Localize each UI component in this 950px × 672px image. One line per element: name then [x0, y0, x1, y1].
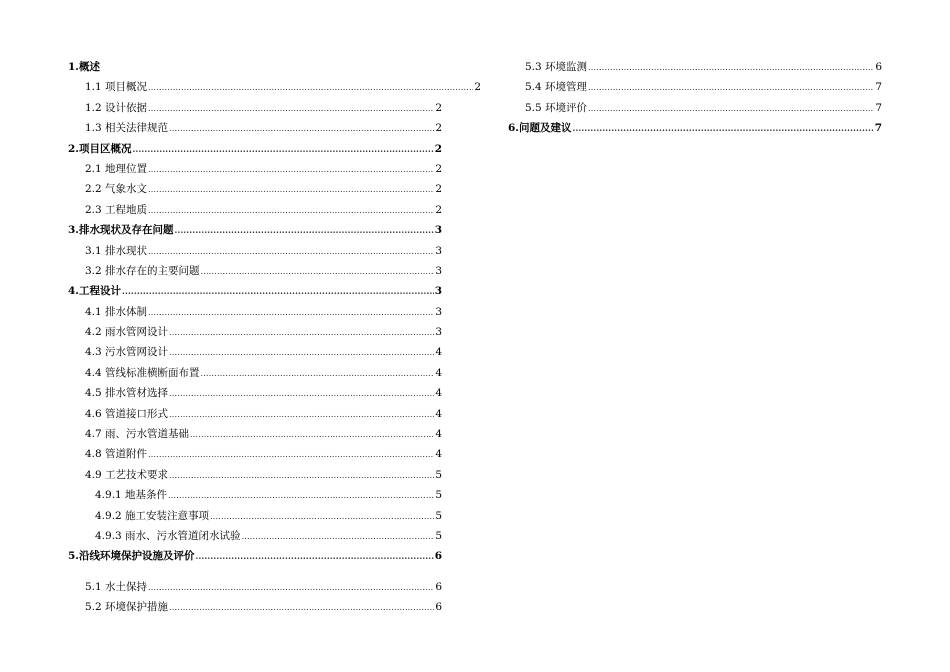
dot-leader: [201, 262, 435, 282]
toc-entry-page: 3: [434, 285, 442, 298]
toc-entry-title: 4.8 管道附件: [85, 448, 148, 461]
toc-entry-title: 4.1 排水体制: [85, 305, 148, 318]
toc-entry[interactable]: [68, 57, 442, 77]
dot-leader: [190, 425, 434, 445]
toc-entry[interactable]: [68, 383, 442, 403]
toc-entry-title: 4.9.1 地基条件: [95, 489, 168, 502]
dot-leader: [588, 99, 874, 119]
toc-entry-title: 2.2 气象水文: [85, 183, 148, 196]
toc-entry[interactable]: [68, 281, 442, 301]
toc-entry-title: 1.3 相关法律规范: [85, 122, 169, 135]
toc-entry-title: 2.3 工程地质: [85, 203, 148, 216]
toc-entry-page: 7: [875, 81, 882, 94]
toc-entry-title: 4.9.2 施工安装注意事项: [95, 509, 210, 522]
dot-leader: [588, 78, 874, 98]
toc-entry-page: 7: [875, 101, 882, 114]
toc-entry[interactable]: [68, 485, 442, 505]
toc-entry[interactable]: [68, 404, 442, 424]
dot-leader: [169, 405, 434, 425]
dot-leader: [122, 281, 434, 301]
toc-entry[interactable]: [68, 577, 442, 597]
toc-entry-title: 4.3 污水管网设计: [85, 346, 169, 359]
toc-entry-page: 6: [435, 580, 442, 593]
dot-leader: [148, 180, 434, 200]
toc-entry[interactable]: [68, 77, 481, 97]
toc-entry-title: 3.2 排水存在的主要问题: [85, 264, 200, 277]
toc-entry-title: 1.1 项目概况: [85, 81, 148, 94]
toc-entry[interactable]: [68, 302, 442, 322]
toc-entry[interactable]: [68, 241, 442, 261]
toc-entry-page: 3: [435, 244, 442, 257]
toc-entry-page: 3: [435, 264, 442, 277]
dot-leader: [210, 507, 434, 527]
toc-entry-page: 2: [474, 81, 481, 94]
toc-entry-page: 5: [435, 509, 442, 522]
dot-leader: [169, 323, 434, 343]
dot-leader: [169, 466, 434, 486]
dot-leader: [195, 546, 433, 566]
dot-leader: [588, 58, 874, 78]
toc-entry-title: 6.问题及建议: [508, 122, 572, 135]
toc-entry[interactable]: [68, 179, 442, 199]
toc-entry-page: 6: [875, 61, 882, 73]
dot-leader: [572, 118, 873, 138]
toc-entry-page: 4: [435, 387, 442, 400]
toc-entry-title: 2.项目区概况: [68, 142, 132, 155]
toc-entry[interactable]: [508, 77, 882, 97]
toc-entry-title: 1.概述: [68, 61, 100, 73]
toc-entry[interactable]: [68, 200, 442, 220]
toc-entry-title: 5.2 环境保护措施: [85, 601, 169, 614]
toc-entry[interactable]: [68, 526, 442, 546]
toc-entry-title: 4.9 工艺技术要求: [85, 468, 169, 481]
toc-entry-page: 5: [435, 529, 442, 542]
toc-entry[interactable]: [68, 506, 442, 526]
toc-entry-title: 5.1 水土保持: [85, 580, 148, 593]
dot-leader: [201, 364, 435, 384]
toc-entry[interactable]: [68, 220, 442, 240]
toc-entry-page: 2: [435, 101, 442, 114]
toc-entry[interactable]: [68, 597, 442, 617]
dot-leader: [169, 119, 434, 139]
dot-leader: [132, 139, 433, 159]
toc-entry[interactable]: [68, 322, 442, 342]
toc-entry-page: 2: [435, 162, 442, 175]
toc-entry-title: 4.4 管线标准横断面布置: [85, 366, 200, 379]
toc-entry[interactable]: [68, 342, 442, 362]
dot-leader: [168, 486, 434, 506]
toc-entry[interactable]: [68, 98, 442, 118]
dot-leader: [174, 220, 433, 240]
toc-entry-page: 4: [435, 366, 442, 379]
dot-leader: [148, 578, 434, 598]
toc-entry[interactable]: [68, 444, 442, 464]
toc-entry[interactable]: [68, 546, 442, 566]
toc-column-left: [68, 57, 481, 618]
toc-entry-title: 4.工程设计: [68, 285, 121, 298]
toc-entry-page: 2: [435, 122, 442, 135]
toc-entry-page: 3: [435, 326, 442, 339]
toc-entry[interactable]: [508, 57, 882, 77]
dot-leader: [148, 201, 434, 221]
toc-entry-title: 4.6 管道接口形式: [85, 407, 169, 420]
toc-entry-page: 5: [435, 468, 442, 481]
toc-entry-title: 1.2 设计依据: [85, 101, 148, 114]
toc-entry-title: 4.9.3 雨水、污水管道闭水试验: [95, 529, 241, 542]
toc-entry-page: 4: [435, 346, 442, 359]
toc-entry-page: 3: [435, 305, 442, 318]
toc-entry-title: 3.1 排水现状: [85, 244, 148, 257]
toc-entry-title: 3.排水现状及存在问题: [68, 224, 174, 237]
dot-leader: [169, 598, 434, 618]
toc-entry-page: 5: [435, 489, 442, 502]
toc-entry-page: 2: [435, 183, 442, 196]
toc-entry-title: 5.沿线环境保护设施及评价: [68, 550, 195, 563]
toc-entry[interactable]: [508, 118, 882, 138]
toc-entry[interactable]: [68, 159, 442, 179]
dot-leader: [148, 78, 473, 98]
toc-column-right: [508, 57, 882, 139]
toc-entry[interactable]: [68, 139, 442, 159]
dot-leader: [148, 303, 434, 323]
toc-entry[interactable]: [68, 465, 442, 485]
dot-leader: [169, 384, 434, 404]
dot-leader: [242, 527, 435, 547]
toc-entry[interactable]: [68, 424, 442, 444]
dot-leader: [148, 160, 434, 180]
toc-entry[interactable]: [68, 261, 442, 281]
toc-entry-page: 4: [435, 428, 442, 441]
dot-leader: [148, 445, 434, 465]
toc-entry-page: 4: [435, 448, 442, 461]
toc-entry-page: 6: [435, 601, 442, 614]
toc-entry-page: 6: [434, 550, 442, 563]
toc-entry-title: 4.7 雨、污水管道基础: [85, 428, 190, 441]
toc-entry-title: 5.4 环境管理: [525, 81, 588, 94]
toc-entry-page: 4: [435, 407, 442, 420]
dot-leader: [148, 99, 434, 119]
dot-leader: [169, 343, 434, 363]
toc-entry-title: 4.5 排水管材选择: [85, 387, 169, 400]
toc-entry-page: 2: [435, 203, 442, 216]
toc-entry[interactable]: [68, 363, 442, 383]
toc-entry[interactable]: [508, 98, 882, 118]
toc-entry-title: 5.3 环境监测: [525, 61, 588, 73]
toc-entry-page: 3: [434, 224, 442, 237]
toc-entry[interactable]: [68, 118, 442, 138]
toc-entry-title: 5.5 环境评价: [525, 101, 588, 114]
dot-leader: [148, 242, 434, 262]
toc-entry-title: 2.1 地理位置: [85, 162, 148, 175]
toc-entry-page: 2: [434, 142, 442, 155]
toc-entry-title: 4.2 雨水管网设计: [85, 326, 169, 339]
toc-entry-page: 7: [874, 122, 882, 135]
